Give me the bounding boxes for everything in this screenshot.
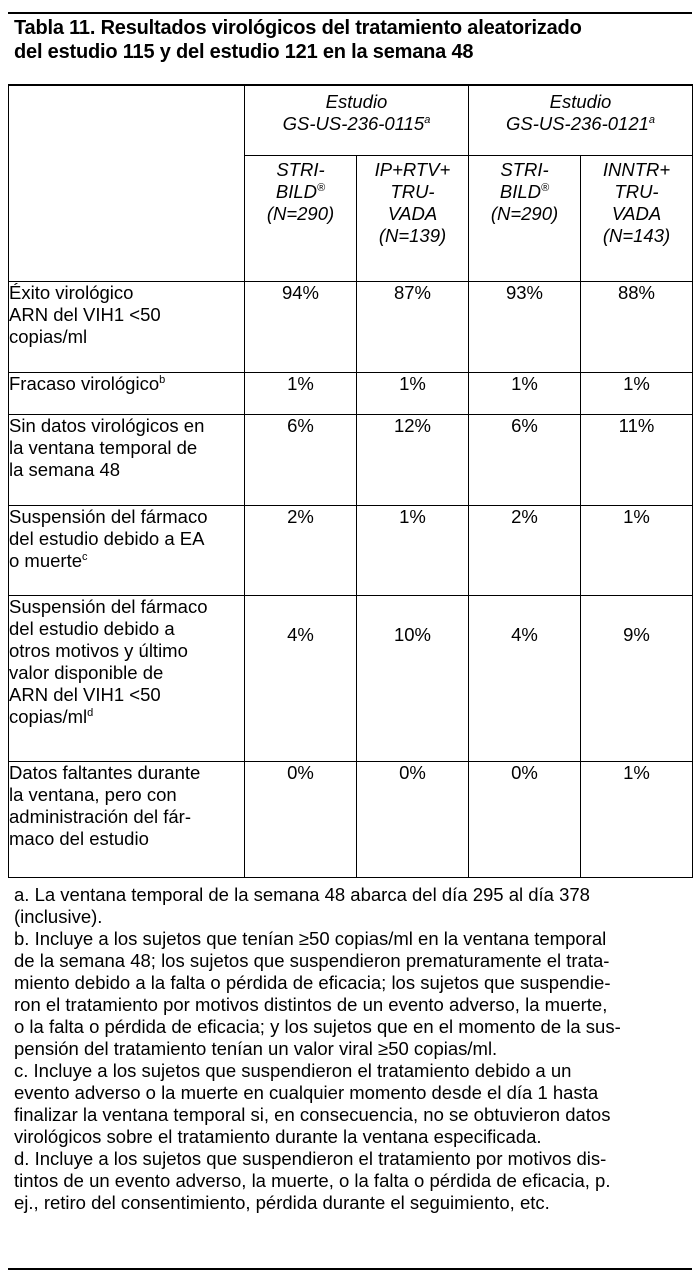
arm-header-inntr-truvada: INNTR+ TRU- VADA (N=143) [581, 155, 693, 281]
row-label: Suspensión del fármaco del estudio debido a otros motivos y último valor disponible de ARN del VIH1 <50 copias/$ml^d$ [9, 595, 245, 761]
table-row [9, 372, 693, 414]
value-cell: 1% [581, 761, 693, 877]
footnote-line: virológicos sobre el tratamiento durante la ventana especificada. [14, 1126, 542, 1147]
value-cell: 0% [469, 761, 581, 877]
study-header-121 [469, 85, 693, 155]
footnote-line: miento debido a la falta o pérdida de eficacia; los sujetos que suspendie- [14, 972, 611, 993]
footnote-ref: d [87, 706, 94, 719]
arm-header-stribild-115: STRI- BILD® (N=290) [245, 155, 357, 281]
footnote-line: (inclusive). [14, 906, 103, 927]
value-cell: 1% [245, 372, 357, 414]
footnote-line: c. Incluye a los sujetos que suspendieron el tratamiento debido a un [14, 1060, 572, 1081]
footnote-line: de la semana 48; los sujetos que suspendieron prematuramente el trata- [14, 950, 610, 971]
study-label: Estudio [549, 91, 612, 112]
footnote-ref: c [82, 550, 88, 563]
value-cell: 9% [581, 595, 693, 761]
study-header-row [9, 85, 693, 155]
footnote-line: ron el tratamiento por motivos distintos de un evento adverso, la muerte, [14, 994, 608, 1015]
footnote-line: b. Incluye a los sujetos que tenían ≥50 copias/ml en la ventana temporal [14, 928, 607, 949]
arm-header-stribild-121: STRI- BILD® (N=290) [469, 155, 581, 281]
registered-mark: ® [541, 181, 550, 194]
table-row [9, 761, 693, 877]
value-cell: 4% [245, 595, 357, 761]
table-row [9, 595, 693, 761]
study-header-115 [245, 85, 469, 155]
footnote-line: ej., retiro del consentimiento, pérdida durante el seguimiento, etc. [14, 1192, 550, 1213]
value-cell: 12% [357, 414, 469, 505]
value-cell: 11% [581, 414, 693, 505]
table-row [9, 414, 693, 505]
footnote-line: a. La ventana temporal de la semana 48 abarca del día 295 al día 378 [14, 884, 590, 905]
value-cell: 93% [469, 281, 581, 372]
bottom-rule [8, 1268, 692, 1270]
results-table [8, 84, 693, 878]
value-cell: 87% [357, 281, 469, 372]
footnote-line: finalizar la ventana temporal si, en consecuencia, no se obtuvieron datos [14, 1104, 611, 1125]
study-code: GS-US-236-0115$^a$ [282, 113, 431, 134]
table-title [14, 16, 694, 64]
value-cell: 1% [357, 372, 469, 414]
row-label: Éxito virológico ARN del VIH1 <50 copias/ml [9, 281, 245, 372]
corner-cell [9, 85, 245, 281]
row-label: Suspensión del fármaco del estudio debido a EA o muerte$^c$ [9, 505, 245, 595]
value-cell: 88% [581, 281, 693, 372]
top-rule [8, 12, 692, 14]
table-row [9, 505, 693, 595]
value-cell: 4% [469, 595, 581, 761]
value-cell: 10% [357, 595, 469, 761]
footnote-line: evento adverso o la muerte en cualquier momento desde el día 1 hasta [14, 1082, 599, 1103]
footnote-line: pensión del tratamiento tenían un valor viral ≥50 copias/ml. [14, 1038, 498, 1059]
registered-mark: ® [317, 181, 326, 194]
row-label: Datos faltantes durante la ventana, pero con administración del fár- maco del estudio [9, 761, 245, 877]
table-row [9, 281, 693, 372]
value-cell: 2% [245, 505, 357, 595]
footnotes [14, 884, 694, 1214]
row-label: Fracaso virológico$^b$ [9, 372, 245, 414]
footnote-line: o la falta o pérdida de eficacia; y los sujetos que en el momento de la sus- [14, 1016, 621, 1037]
value-cell: 0% [245, 761, 357, 877]
footnote-ref: b [159, 373, 166, 386]
value-cell: 1% [357, 505, 469, 595]
row-label: Sin datos virológicos en la ventana temporal de la semana 48 [9, 414, 245, 505]
footnote-line: tintos de un evento adverso, la muerte, o la falta o pérdida de eficacia, p. [14, 1170, 611, 1191]
title-line-1: Tabla 11. Resultados virológicos del tratamiento aleatorizado [14, 17, 582, 39]
value-cell: 6% [245, 414, 357, 505]
value-cell: 6% [469, 414, 581, 505]
study-code: GS-US-236-0121$^a$ [505, 113, 656, 134]
study-label: Estudio [325, 91, 388, 112]
footnote-line: d. Incluye a los sujetos que suspendieron el tratamiento por motivos dis- [14, 1148, 607, 1169]
footnote-ref: a [424, 113, 431, 126]
value-cell: 1% [469, 372, 581, 414]
value-cell: 94% [245, 281, 357, 372]
footnote-ref: a [648, 113, 656, 126]
value-cell: 1% [581, 505, 693, 595]
value-cell: 1% [581, 372, 693, 414]
value-cell: 0% [357, 761, 469, 877]
value-cell: 2% [469, 505, 581, 595]
arm-header-ip-rtv-truvada: IP+RTV+ TRU- VADA (N=139) [357, 155, 469, 281]
title-line-2: del estudio 115 y del estudio 121 en la semana 48 [14, 41, 474, 63]
